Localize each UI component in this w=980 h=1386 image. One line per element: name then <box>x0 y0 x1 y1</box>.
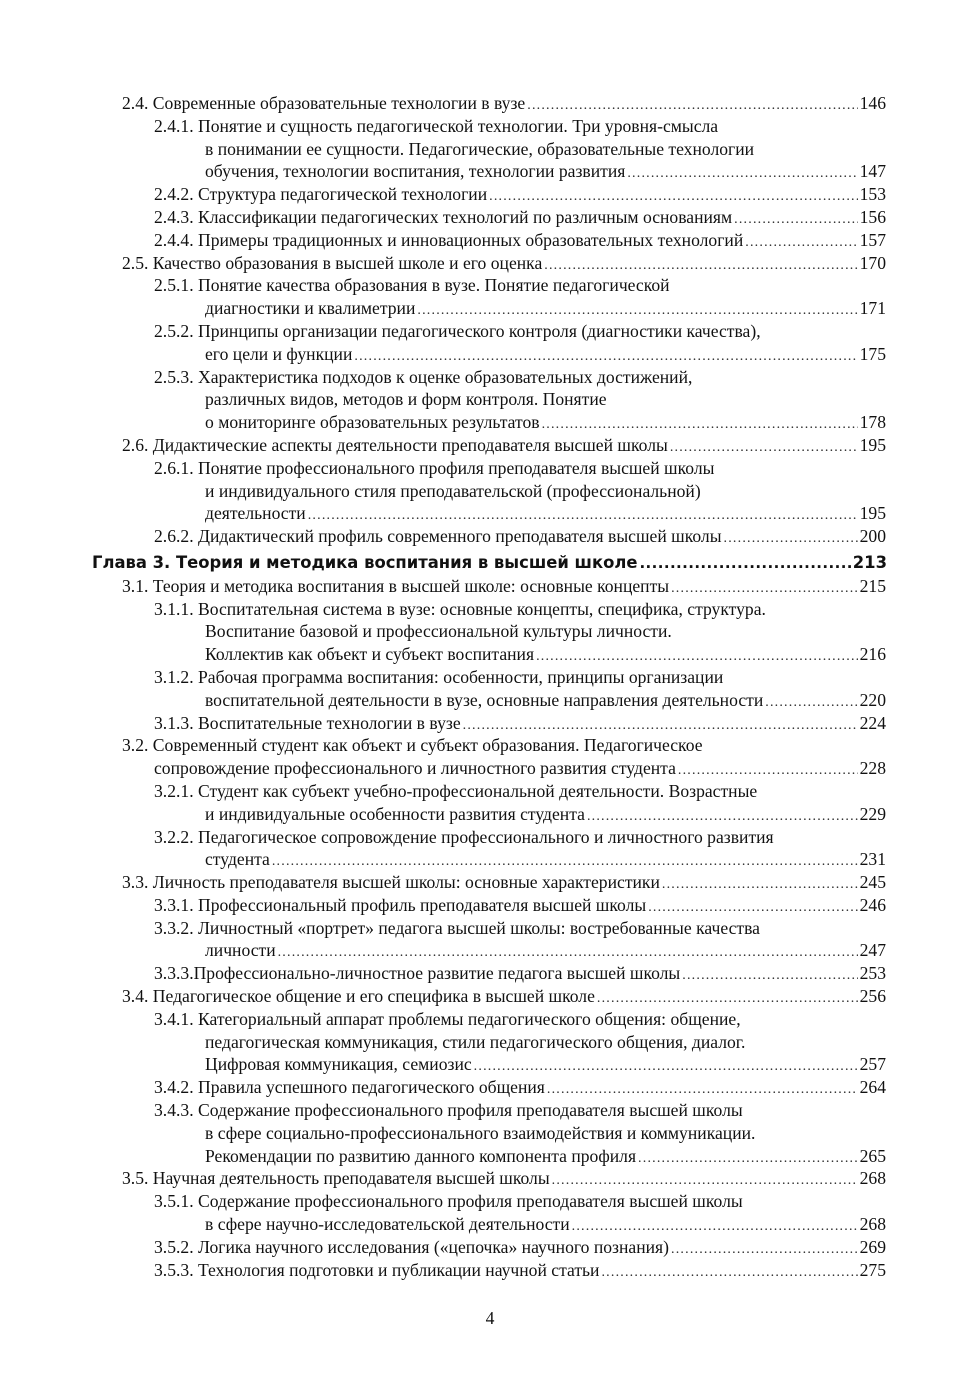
toc-entry-3-4[interactable] <box>0 985 980 1008</box>
leader-dots <box>724 528 858 551</box>
toc-entry-page: 178 <box>859 412 886 433</box>
toc-entry-2-5[interactable] <box>0 252 980 275</box>
toc-entry-3-3-1[interactable] <box>0 894 980 917</box>
toc-entry-title-cont: воспитательной деятельности в вузе, основные направления деятельности <box>205 689 764 710</box>
toc-entry-page: 156 <box>859 206 886 227</box>
toc-entry-page: 224 <box>859 712 886 733</box>
toc-entry-title: 3.5.2. Логика научного исследования («цепочка» научного познания) <box>154 1236 670 1257</box>
toc-entry-title: 2.5.1. Понятие качества образования в вузе. Понятие педагогической <box>154 275 670 296</box>
toc-entry-title-cont: диагностики и квалиметрии <box>205 298 416 319</box>
toc-entry-2-6-2[interactable] <box>0 525 980 548</box>
toc-entry-title: 2.4.2. Структура педагогической технологии <box>154 184 488 205</box>
toc-entry-title: 2.4.3. Классификации педагогических технологий по различным основаниям <box>154 206 733 227</box>
toc-entry-title: 3.3.1. Профессиональный профиль преподавателя высшей школы <box>154 894 647 915</box>
toc-entry-3-2[interactable] <box>0 734 980 780</box>
toc-entry-title-cont: личности <box>205 940 276 961</box>
toc-entry-3-3-2[interactable] <box>0 917 980 963</box>
toc-entry-page: 153 <box>859 184 886 205</box>
toc-entry-page: 229 <box>859 803 886 824</box>
toc-entry-title: 3.5.3. Технология подготовки и публикации научной статьи <box>154 1259 600 1280</box>
toc-entry-title: 2.6.1. Понятие профессионального профиля преподавателя высшей школы <box>154 457 715 478</box>
table-of-contents <box>0 92 980 1281</box>
toc-entry-page: 247 <box>859 940 886 961</box>
toc-entry-title: 3.1.2. Рабочая программа воспитания: особенности, принципы организации <box>154 666 724 687</box>
toc-entry-page: 157 <box>859 229 886 250</box>
page-number: 4 <box>485 1308 495 1328</box>
toc-entry-title-cont: и индивидуальные особенности развития студента <box>205 803 585 824</box>
toc-entry-2-5-1[interactable] <box>0 274 980 320</box>
toc-entry-page: 195 <box>859 434 886 455</box>
toc-entry-title-cont: Воспитание базовой и профессиональной культуры личности. <box>205 621 672 642</box>
toc-entry-title-cont: Рекомендации по развитию данного компонента профиля <box>205 1145 637 1166</box>
toc-entry-page: 256 <box>859 986 886 1007</box>
toc-entry-page: 200 <box>859 526 886 547</box>
toc-entry-page: 170 <box>859 252 886 273</box>
toc-entry-3-4-1[interactable] <box>0 1008 980 1076</box>
leader-dots <box>639 552 850 575</box>
toc-entry-title: 2.6.2. Дидактический профиль современного преподавателя высшей школы <box>154 526 722 547</box>
toc-entry-3-1-2[interactable] <box>0 666 980 712</box>
toc-entry-page: 265 <box>859 1145 886 1166</box>
toc-entry-title-cont: деятельности <box>205 503 306 524</box>
toc-entry-title-cont: сопровождение профессионального и личностного развития студента <box>154 758 676 779</box>
toc-entry-page: 147 <box>859 161 886 182</box>
toc-entry-page: 195 <box>859 503 886 524</box>
toc-entry-title: 2.5. Качество образования в высшей школе и его оценка <box>122 252 543 273</box>
toc-entry-2-4-1[interactable] <box>0 115 980 183</box>
toc-entry-page: 146 <box>859 93 886 113</box>
toc-entry-page: 175 <box>859 343 886 364</box>
toc-entry-title: 3.2.1. Студент как субъект учебно-профессиональной деятельности. Возрастные <box>154 780 758 801</box>
toc-entry-title-cont: и индивидуального стиля преподавательской (профессиональной) <box>205 480 701 501</box>
toc-entry-page: 257 <box>859 1054 886 1075</box>
toc-entry-3-4-3[interactable] <box>0 1099 980 1167</box>
toc-entry-3-1[interactable] <box>0 575 980 598</box>
toc-entry-title-cont: о мониторинге образовательных результатов <box>205 412 540 433</box>
toc-entry-3-3[interactable] <box>0 871 980 894</box>
toc-entry-2-6[interactable] <box>0 434 980 457</box>
toc-entry-title-cont: педагогическая коммуникация, стили педагогического общения, диалог. <box>205 1031 746 1052</box>
toc-entry-3-1-3[interactable] <box>0 712 980 735</box>
toc-entry-page: 220 <box>859 689 886 710</box>
toc-entry-title-cont: в сфере научно-исследовательской деятельности <box>205 1214 570 1235</box>
toc-entry-3-5-2[interactable] <box>0 1236 980 1259</box>
toc-entry-title: 3.1.3. Воспитательные технологии в вузе <box>154 712 461 733</box>
toc-entry-page: 275 <box>859 1259 886 1280</box>
toc-entry-page: 228 <box>859 758 886 779</box>
toc-entry-2-6-1[interactable] <box>0 457 980 525</box>
toc-entry-title-cont: в сфере социально-профессионального взаимодействия и коммуникации. <box>205 1122 756 1143</box>
chapter-page: 213 <box>852 552 887 572</box>
toc-entry-title: 2.5.3. Характеристика подходов к оценке образовательных достижений, <box>154 366 693 387</box>
toc-entry-title: 2.4. Современные образовательные технологии в вузе <box>122 93 526 113</box>
toc-entry-3-5-3[interactable] <box>0 1259 980 1282</box>
toc-entry-2-4-2[interactable] <box>0 183 980 206</box>
toc-entry-3-2-2[interactable] <box>0 826 980 872</box>
toc-entry-page: 268 <box>859 1214 886 1235</box>
toc-entry-title-cont: различных видов, методов и форм контроля. Понятие <box>205 389 607 410</box>
toc-entry-title: 3.4.1. Категориальный аппарат проблемы педагогического общения: общение, <box>154 1008 741 1029</box>
toc-entry-page: 171 <box>859 298 886 319</box>
toc-entry-3-5-1[interactable] <box>0 1190 980 1236</box>
toc-entry-title: 3.4.3. Содержание профессионального профиля преподавателя высшей школы <box>154 1100 743 1121</box>
toc-entry-2-4-4[interactable] <box>0 229 980 252</box>
toc-entry-page: 216 <box>859 644 886 665</box>
toc-entry-title: 3.3.3.Профессионально-личностное развитие педагога высшей школы <box>154 963 681 984</box>
leader-dots <box>601 1262 857 1285</box>
toc-entry-2-4-3[interactable] <box>0 206 980 229</box>
toc-entry-title: 3.4.2. Правила успешного педагогического общения <box>154 1077 545 1098</box>
toc-entry-title-cont: студента <box>205 849 270 870</box>
toc-chapter-3[interactable] <box>0 552 980 575</box>
toc-entry-title: 3.4. Педагогическое общение и его специфика в высшей школе <box>122 986 595 1007</box>
toc-entry-3-5[interactable] <box>0 1167 980 1190</box>
toc-entry-2-5-3[interactable] <box>0 366 980 434</box>
toc-entry-title: 2.5.2. Принципы организации педагогического контроля (диагностики качества), <box>154 320 761 341</box>
toc-entry-title: 2.4.1. Понятие и сущность педагогической технологии. Три уровня-смысла <box>154 115 719 136</box>
toc-entry-title: 3.5. Научная деятельность преподавателя высшей школы <box>122 1168 550 1189</box>
toc-entry-2-4[interactable] <box>0 92 980 115</box>
toc-entry-title: 3.5.1. Содержание профессионального профиля преподавателя высшей школы <box>154 1191 743 1212</box>
toc-entry-page: 269 <box>859 1236 886 1257</box>
toc-entry-title: 3.2. Современный студент как объект и субъект образования. Педагогическое <box>122 735 703 756</box>
toc-entry-title-cont: обучения, технологии воспитания, технологии развития <box>205 161 626 182</box>
chapter-title: Глава 3. Теория и методика воспитания в высшей школе <box>92 552 638 572</box>
toc-entry-title-cont: Цифровая коммуникация, семиозис <box>205 1054 472 1075</box>
toc-entry-title: 2.4.4. Примеры традиционных и инновационных образовательных технологий <box>154 229 744 250</box>
toc-entry-3-3-3[interactable] <box>0 962 980 985</box>
toc-entry-title-cont: его цели и функции <box>205 343 353 364</box>
toc-entry-2-5-2[interactable] <box>0 320 980 366</box>
toc-entry-title: 3.2.2. Педагогическое сопровождение профессионального и личностного развития <box>154 826 774 847</box>
toc-entry-title: 2.6. Дидактические аспекты деятельности преподавателя высшей школы <box>122 434 668 455</box>
toc-entry-page: 245 <box>859 872 886 893</box>
toc-entry-page: 231 <box>859 849 886 870</box>
toc-entry-title: 3.1. Теория и методика воспитания в высшей школе: основные концепты <box>122 575 670 596</box>
toc-entry-page: 268 <box>859 1168 886 1189</box>
toc-entry-3-4-2[interactable] <box>0 1076 980 1099</box>
toc-entry-title: 3.1.1. Воспитательная система в вузе: основные концепты, специфика, структура. <box>154 598 766 619</box>
toc-entry-page: 215 <box>859 575 886 596</box>
toc-entry-page: 253 <box>859 963 886 984</box>
toc-entry-title: 3.3. Личность преподавателя высшей школы: основные характеристики <box>122 872 660 893</box>
toc-entry-title: 3.3.2. Личностный «портрет» педагога высшей школы: востребованные качества <box>154 917 760 938</box>
toc-entry-3-1-1[interactable] <box>0 598 980 666</box>
toc-entry-title-cont: Коллектив как объект и субъект воспитания <box>205 644 535 665</box>
toc-entry-page: 264 <box>859 1077 886 1098</box>
toc-entry-3-2-1[interactable] <box>0 780 980 826</box>
toc-entry-page: 246 <box>859 894 886 915</box>
toc-entry-title-cont: в понимании ее сущности. Педагогические, образовательные технологии <box>205 138 755 159</box>
